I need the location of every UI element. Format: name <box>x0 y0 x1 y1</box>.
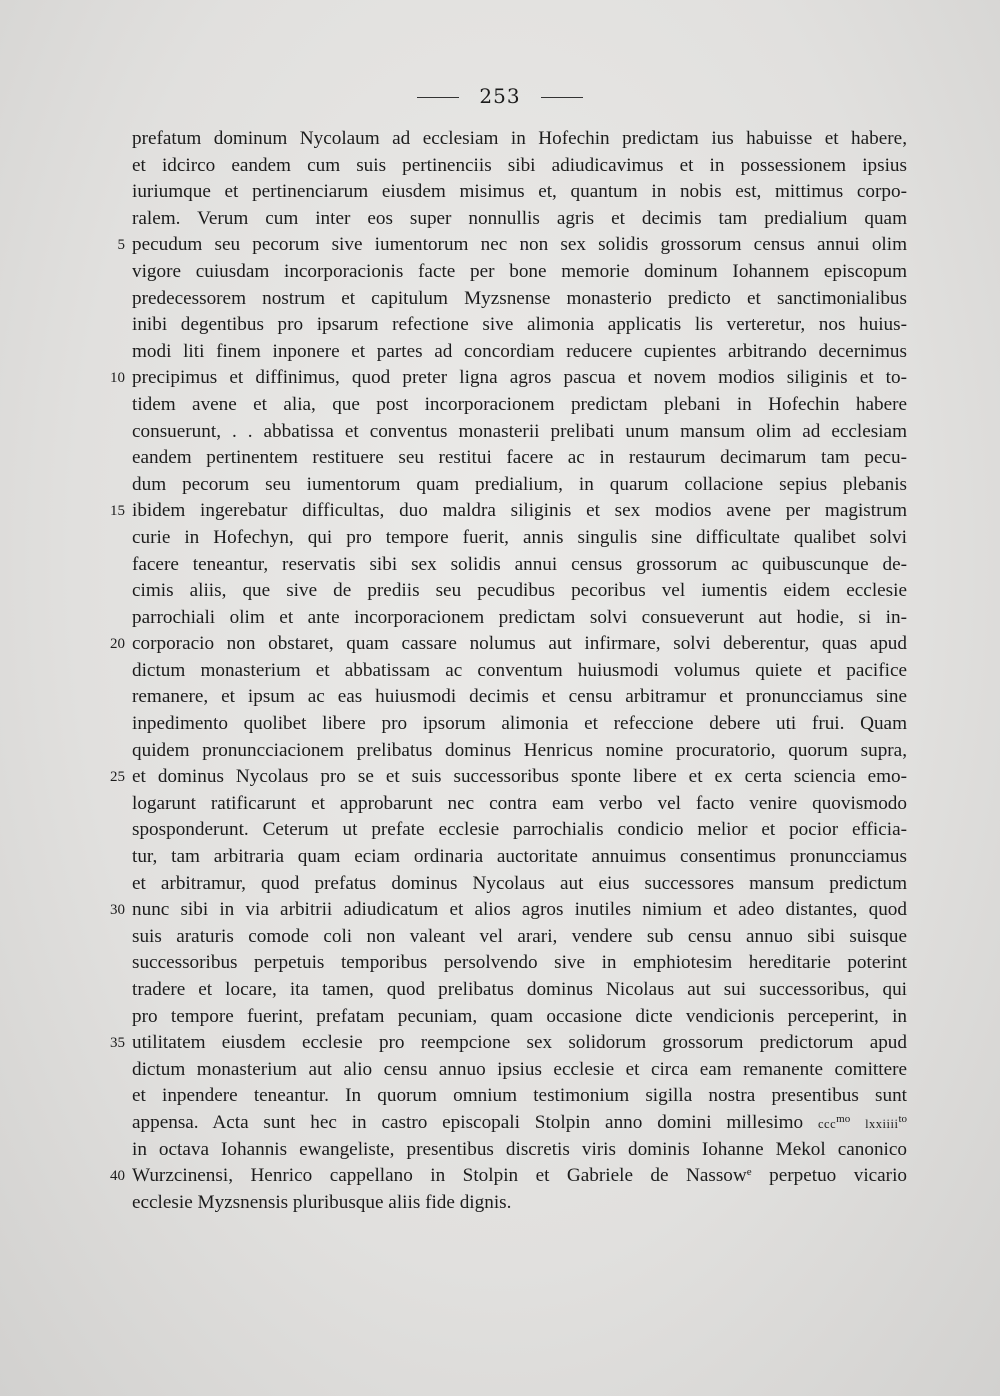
line-40-text-end: perpetuo vicario <box>751 1165 907 1187</box>
line-text: tidem avene et alia, que post incorporacionem predictam plebani in Hofechin habere <box>132 393 907 415</box>
text-line <box>132 791 907 818</box>
line-number: 15 <box>110 503 125 520</box>
line-number: 20 <box>110 636 125 653</box>
line-number: 5 <box>117 237 125 254</box>
text-line <box>132 126 907 153</box>
line-text: quidem pronuncciacionem prelibatus dominus Henricus nomine procuratorio, quorum supra, <box>132 739 907 761</box>
line-text: nunc sibi in via arbitrii adiudicatum et alios agros inutiles nimium et adeo distantes, quod <box>132 899 907 921</box>
text-line-39 <box>132 1137 907 1164</box>
text-line <box>132 605 907 632</box>
header-dash-right <box>541 97 583 98</box>
text-line <box>132 711 907 738</box>
text-lines <box>110 126 907 1110</box>
text-line <box>132 977 907 1004</box>
text-line <box>132 552 907 579</box>
line-text: corporacio non obstaret, quam cassare nolumus aut infirmare, solvi deberentur, quas apud <box>132 633 907 655</box>
text-line <box>132 392 907 419</box>
line-text: pecudum seu pecorum sive iumentorum nec non sex solidis grossorum census annui olim <box>132 234 907 256</box>
line-number: 35 <box>110 1035 125 1052</box>
text-line <box>132 950 907 977</box>
line-text: et idcirco eandem cum suis pertinenciis sibi adiudicavimus et in possessionem ipsius <box>132 154 907 176</box>
text-line <box>132 924 907 951</box>
page-number: 253 <box>479 84 521 108</box>
line-text: tur, tam arbitraria quam eciam ordinaria auctoritate annuimus consentimus pronuncciamus <box>132 846 907 868</box>
text-line <box>132 179 907 206</box>
line-text: dum pecorum seu iumentorum quam predialium, in quarum collacione sepius plebanis <box>132 473 907 495</box>
line-text: facere teneantur, reservatis sibi sex solidis annui census grossorum ac quibuscunque de- <box>132 553 907 575</box>
line-text: predecessorem nostrum et capitulum Myzsnense monasterio predicto et sanctimonialibus <box>132 287 907 309</box>
superscript-to: to <box>898 1112 907 1125</box>
text-line <box>110 764 907 791</box>
body-text <box>110 126 907 1216</box>
line-text: vigore cuiusdam incorporacionis facte per bone memorie dominum Iohannem episcopum <box>132 260 907 282</box>
line-text: ibidem ingerebatur difficultas, duo maldra siliginis et sex modios avene per magistrum <box>132 500 907 522</box>
line-40-text: Wurzcinensi, Henrico cappellano in Stolpin et Gabriele de Nassow <box>132 1165 747 1187</box>
text-line <box>132 844 907 871</box>
text-line-40 <box>110 1163 907 1190</box>
superscript-e: e <box>746 1166 752 1179</box>
text-line <box>110 1030 907 1057</box>
line-text: ralem. Verum cum inter eos super nonnullis agris et decimis tam predialium quam <box>132 207 907 229</box>
line-number: 30 <box>110 902 125 919</box>
text-line <box>110 498 907 525</box>
text-line <box>117 232 907 259</box>
superscript-mo: mo <box>836 1112 851 1125</box>
line-number: 10 <box>110 370 125 387</box>
line-text: et inpendere teneantur. In quorum omnium testimonium sigilla nostra presentibus sunt <box>132 1085 907 1107</box>
text-line <box>132 472 907 499</box>
text-line <box>132 658 907 685</box>
line-text: modi liti finem inponere et partes ad concordiam reducere cupientes arbitrando decernimus <box>132 340 907 362</box>
line-number: 25 <box>110 769 125 786</box>
text-line <box>132 525 907 552</box>
line-text: utilitatem eiusdem ecclesie pro reempcione sex solidorum grossorum predictorum apud <box>132 1032 907 1054</box>
line-text: inibi degentibus pro ipsarum refectione sive alimonia applicatis lis verteretur, nos huius- <box>132 314 907 336</box>
line-text: successoribus perpetuis temporibus persolvendo sive in emphiotesim hereditarie poterint <box>132 952 907 974</box>
line-text: precipimus et diffinimus, quod preter ligna agros pascua et novem modios siliginis et to- <box>132 367 907 389</box>
text-line <box>132 738 907 765</box>
line-39-text: in octava Iohannis ewangeliste, presentibus discretis viris dominis Iohanne Mekol canonico <box>132 1138 907 1160</box>
line-text: dictum monasterium aut alio censu annuo ipsius ecclesie et circa eam remanente comittere <box>132 1058 907 1080</box>
text-line <box>132 445 907 472</box>
text-line-38 <box>132 1110 907 1137</box>
line-text: eandem pertinentem restituere seu restitui facere ac in restaurum decimarum tam pecu- <box>132 447 907 469</box>
text-line-41 <box>132 1190 907 1217</box>
text-line <box>132 339 907 366</box>
line-text: parrochiali olim et ante incorporacionem predictam solvi consueverunt aut hodie, si in- <box>132 606 907 628</box>
page-header <box>0 84 1000 108</box>
text-line <box>132 1004 907 1031</box>
text-line <box>132 153 907 180</box>
line-text: tradere et locare, ita tamen, quod prelibatus dominus Nicolaus aut sui successoribus, qui <box>132 979 907 1000</box>
text-line <box>132 259 907 286</box>
text-line <box>132 871 907 898</box>
text-line <box>132 286 907 313</box>
line-text: dictum monasterium et abbatissam ac conventum huiusmodi volumus quiete et pacifice <box>132 659 907 681</box>
text-line <box>132 578 907 605</box>
line-text: cimis aliis, que sive de prediis seu pecudibus pecoribus vel iumentis eidem ecclesie <box>132 580 907 602</box>
text-line <box>132 1083 907 1110</box>
line-text: suis araturis comode coli non valeant vel arari, vendere sub censu annuo sibi suisque <box>132 925 907 947</box>
roman-lxxiiii: lxxiiii <box>865 1116 899 1131</box>
roman-ccc: ccc <box>818 1116 837 1131</box>
line-text: et dominus Nycolaus pro se et suis successoribus sponte libere et ex certa sciencia emo- <box>132 766 907 788</box>
line-text: iuriumque et pertinenciarum eiusdem misimus et, quantum in nobis est, mittimus corpo- <box>132 181 907 203</box>
line-text: inpedimento quolibet libere pro ipsorum alimonia et refeccione debere uti frui. Quam <box>132 713 907 735</box>
line-number: 40 <box>110 1168 125 1185</box>
line-text: prefatum dominum Nycolaum ad ecclesiam in Hofechin predictam ius habuisse et habere, <box>132 128 907 149</box>
line-text: consuerunt, . . abbatissa et conventus monasterii prelibati unum mansum olim ad ecclesiam <box>132 420 907 442</box>
text-line <box>110 365 907 392</box>
text-line <box>132 206 907 233</box>
line-text: sposponderunt. Ceterum ut prefate ecclesie parrochialis condicio melior et pocior efficia- <box>132 819 907 841</box>
line-text: curie in Hofechyn, qui pro tempore fuerit, annis singulis sine difficultate qualibet solvi <box>132 526 907 548</box>
text-line <box>132 684 907 711</box>
text-line <box>132 1057 907 1084</box>
text-line <box>110 897 907 924</box>
line-text: pro tempore fuerint, prefatam pecuniam, quam occasione dicte vendicionis perceperint, in <box>132 1005 907 1027</box>
text-line <box>132 312 907 339</box>
line-41-text: ecclesie Myzsnensis pluribusque aliis fide dignis. <box>132 1191 512 1213</box>
text-line <box>132 817 907 844</box>
line-38-text: appensa. Acta sunt hec in castro episcopali Stolpin anno domini millesimo <box>132 1111 818 1133</box>
header-dash-left <box>417 97 459 98</box>
text-line <box>132 419 907 446</box>
line-text: et arbitramur, quod prefatus dominus Nycolaus aut eius successores mansum predictum <box>132 872 907 894</box>
line-text: logarunt ratificarunt et approbarunt nec contra eam verbo vel facto venire quovismodo <box>132 792 907 814</box>
text-line <box>110 631 907 658</box>
line-text: remanere, et ipsum ac eas huiusmodi decimis et censu arbitramur et pronuncciamus sine <box>132 686 907 708</box>
